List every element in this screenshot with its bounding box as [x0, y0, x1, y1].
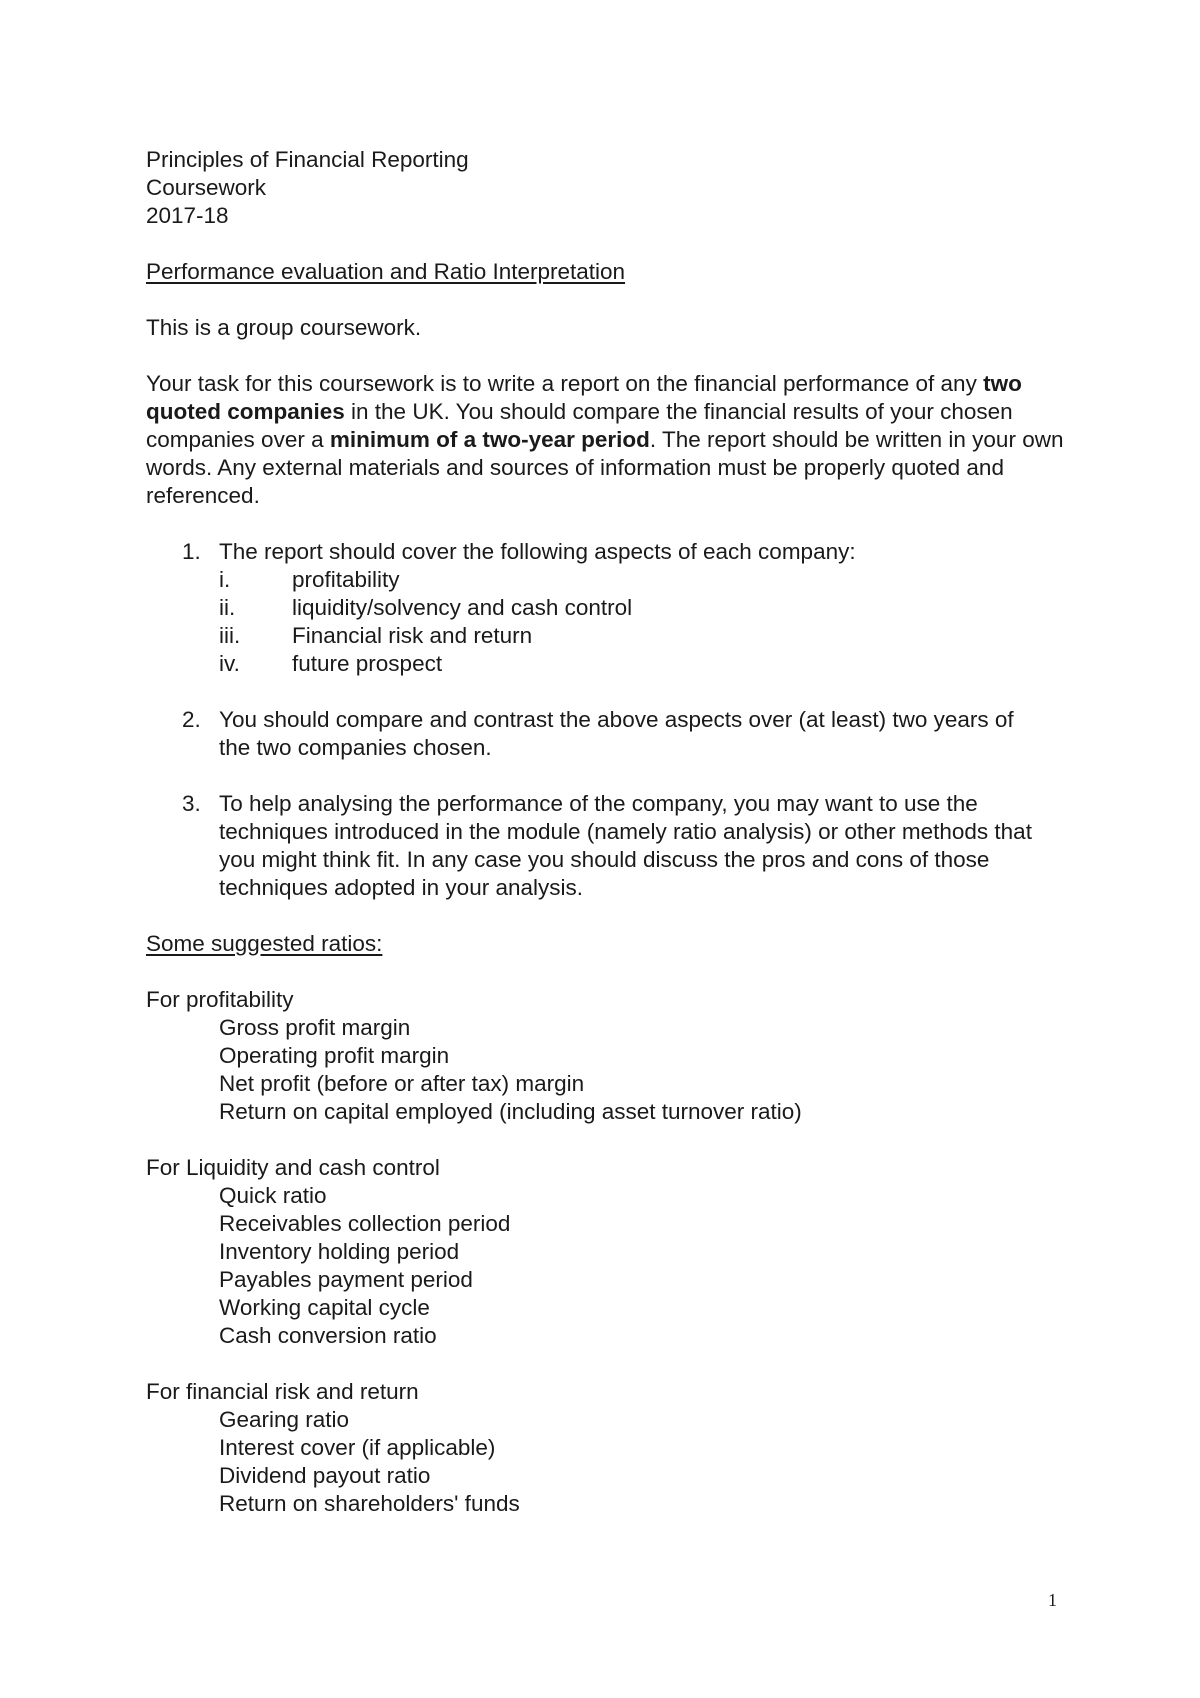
aspect-text: profitability: [292, 567, 400, 592]
section-title: Performance evaluation and Ratio Interpretation: [146, 259, 626, 284]
aspect-item: [146, 650, 1086, 678]
task-paragraph: [146, 370, 1086, 510]
ratio-item: Working capital cycle: [219, 1295, 430, 1320]
ratio-group: [146, 986, 1086, 1126]
item-text: To help analysing the performance of the company, you may want to use the techniques introduced in the module (namely ratio analysis) or other methods that you might think fit. In any case you should discuss the pros and cons of those techniques adopted in your analysis.: [219, 791, 1032, 900]
academic-year: 2017-18: [146, 203, 229, 228]
aspect-text: future prospect: [292, 651, 443, 676]
item-text: You should compare and contrast the above aspects over (at least) two years of the two companies chosen.: [219, 707, 1014, 760]
numbered-list: [146, 538, 1086, 902]
ratio-group: [146, 1378, 1086, 1518]
aspect-numeral: iii.: [219, 623, 241, 648]
ratio-item: Return on capital employed (including asset turnover ratio): [219, 1099, 802, 1124]
task-text-2: in the UK. You should compare the financial results of your chosen companies over a: [146, 399, 1013, 452]
task-text-3: . The report should be written in your own words. Any external materials and sources of information must be properly quoted and referenced.: [146, 427, 1064, 508]
course-subtitle: Coursework: [146, 175, 267, 200]
numbered-item: [146, 706, 1086, 762]
ratio-group-heading: For profitability: [146, 987, 294, 1012]
ratio-item: Operating profit margin: [219, 1043, 450, 1068]
ratio-item: Interest cover (if applicable): [219, 1435, 496, 1460]
item-number: 3.: [182, 791, 201, 816]
aspect-text: Financial risk and return: [292, 623, 533, 648]
ratio-item: Dividend payout ratio: [219, 1463, 431, 1488]
aspect-numeral: i.: [219, 567, 231, 592]
aspect-item: [146, 566, 1086, 594]
task-text-1: Your task for this coursework is to write a report on the financial performance of any: [146, 371, 984, 396]
course-title: Principles of Financial Reporting: [146, 147, 469, 172]
ratio-item: Gross profit margin: [219, 1015, 411, 1040]
ratio-item: Gearing ratio: [219, 1407, 350, 1432]
ratio-item: Cash conversion ratio: [219, 1323, 437, 1348]
aspect-numeral: ii.: [219, 595, 236, 620]
numbered-item: [146, 790, 1086, 902]
item-number: 1.: [182, 539, 201, 564]
page-number: 1: [1048, 1590, 1057, 1610]
task-bold-1: two quoted companies: [146, 371, 1022, 424]
numbered-item: [146, 538, 1086, 678]
aspect-item: [146, 622, 1086, 650]
aspect-numeral: iv.: [219, 651, 240, 676]
ratio-item: Receivables collection period: [219, 1211, 511, 1236]
aspect-text: liquidity/solvency and cash control: [292, 595, 633, 620]
ratio-group: [146, 1154, 1086, 1350]
ratio-item: Return on shareholders' funds: [219, 1491, 520, 1516]
ratio-group-heading: For financial risk and return: [146, 1379, 419, 1404]
ratio-item: Payables payment period: [219, 1267, 473, 1292]
ratio-item: Net profit (before or after tax) margin: [219, 1071, 585, 1096]
task-bold-2: minimum of a two-year period: [329, 427, 650, 452]
ratio-group-heading: For Liquidity and cash control: [146, 1155, 440, 1180]
group-note: This is a group coursework.: [146, 315, 422, 340]
aspect-item: [146, 594, 1086, 622]
ratios-title: Some suggested ratios:: [146, 931, 383, 956]
item-text: The report should cover the following aspects of each company:: [219, 539, 856, 564]
ratio-item: Inventory holding period: [219, 1239, 460, 1264]
item-number: 2.: [182, 707, 201, 732]
document-page: [146, 146, 1086, 1518]
ratio-item: Quick ratio: [219, 1183, 327, 1208]
